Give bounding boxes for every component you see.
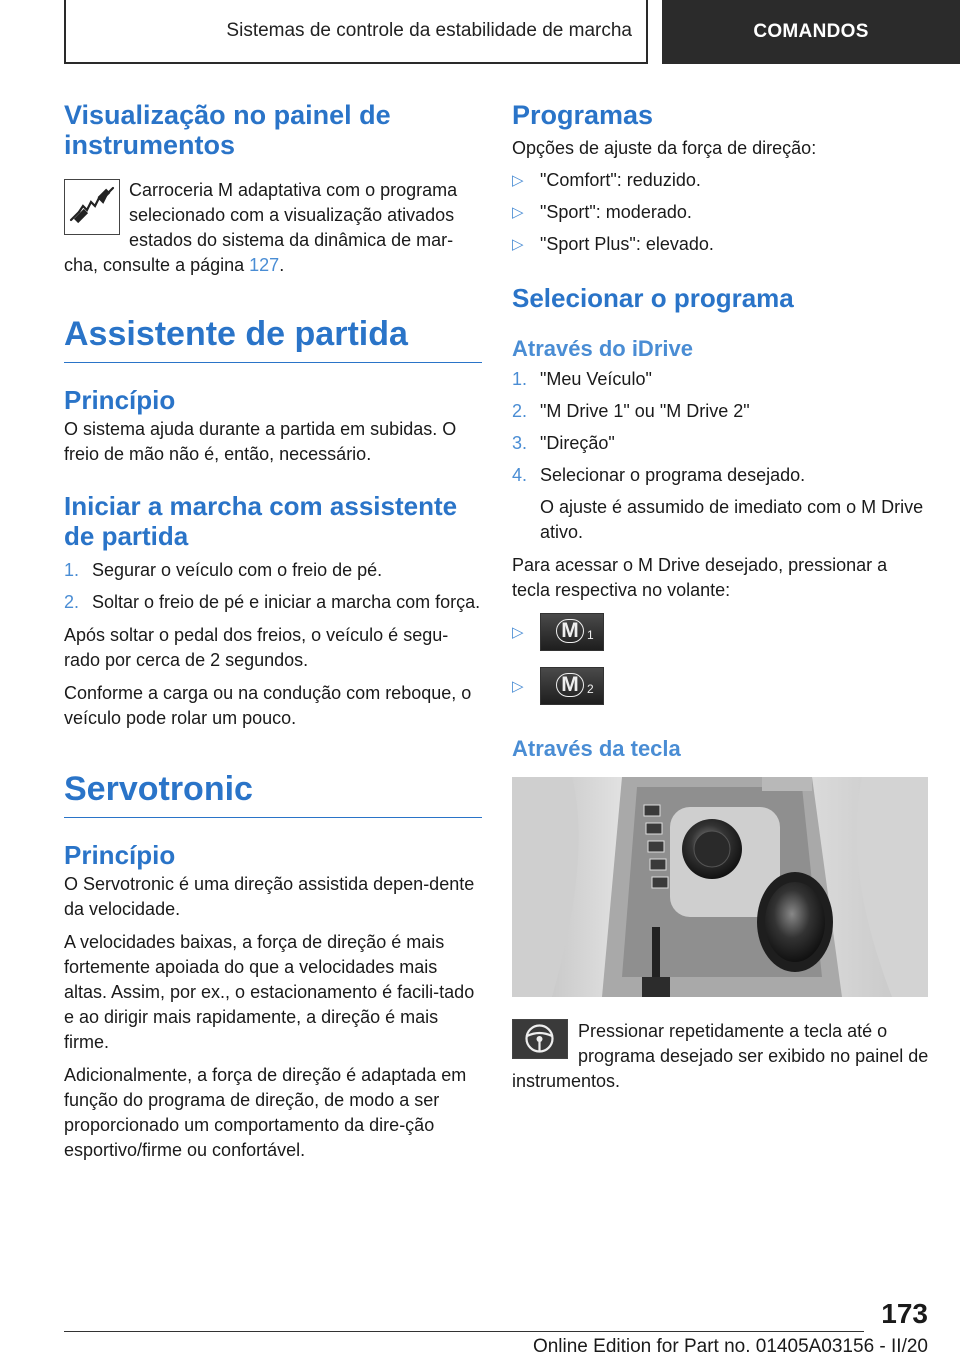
m-drive-2-button-icon <box>540 667 604 705</box>
triangle-right-icon: ▷ <box>512 204 524 221</box>
step-number: 1. <box>512 369 528 389</box>
list-item <box>512 399 930 424</box>
servo-p2: A velocidades baixas, a força de direção é mais fortemente apoiada do que a velocidades mais altas. Assim, por ex., o estacionamento é facili-tado e ao dirigir mais rapidamente, a direção é mais firme. <box>64 932 475 1052</box>
programas-intro: Opções de ajuste da força de direção: <box>512 138 817 158</box>
servo-heading <box>64 767 482 818</box>
step-text: Soltar o freio de pé e iniciar a marcha com força. <box>92 592 481 612</box>
step-number: 3. <box>512 433 528 453</box>
list-item <box>512 168 930 193</box>
list-item <box>64 590 482 615</box>
apos-text: Após soltar o pedal dos freios, o veículo é segu-rado por cerca de 2 segundos. <box>64 625 449 670</box>
console-photo <box>512 777 928 997</box>
left-column <box>64 100 482 1163</box>
step-number: 4. <box>512 465 528 485</box>
vis-block <box>64 178 482 278</box>
m1-sub: 1 <box>587 628 594 642</box>
step-text: "Meu Veículo" <box>540 369 652 389</box>
list-item <box>512 232 930 257</box>
acessar-text: Para acessar o M Drive desejado, pressionar a tecla respectiva no volante: <box>512 555 888 600</box>
m2-row <box>512 667 930 705</box>
step-text: "Direção" <box>540 433 615 453</box>
principio1-text: O sistema ajuda durante a partida em subidas. O freio de mão não é, então, necessário. <box>64 419 457 464</box>
step-number: 2. <box>64 592 80 612</box>
assist-title: Assistente de partida <box>64 315 408 353</box>
iniciar-steps <box>64 558 482 615</box>
programas-title: Programas <box>512 100 654 130</box>
list-item <box>512 431 930 456</box>
m2-label: M <box>556 673 584 697</box>
step-text: Selecionar o programa desejado. <box>540 465 806 485</box>
header-section-title: Sistemas de controle da estabilidade de marcha <box>226 20 632 41</box>
programa-text: "Sport Plus": elevado. <box>540 234 714 254</box>
m-drive-1-button-icon <box>540 613 604 651</box>
page-number: 173 <box>881 1298 928 1329</box>
servo-title: Servotronic <box>64 770 253 808</box>
list-item <box>512 367 930 392</box>
tecla-text: Pressionar repetidamente a tecla até o programa desejado ser exibido no painel de instrumentos. <box>512 1021 929 1091</box>
step-number: 2. <box>512 401 528 421</box>
triangle-right-icon: ▷ <box>512 236 524 253</box>
header-section-box <box>64 0 648 64</box>
m2-sub: 2 <box>587 682 594 696</box>
step-text: "M Drive 1" ou "M Drive 2" <box>540 401 750 421</box>
iniciar-title: Iniciar a marcha com assistente de partida <box>64 491 458 551</box>
principio2-title: Princípio <box>64 840 176 870</box>
m1-row <box>512 613 930 651</box>
conforme-text: Conforme a carga ou na condução com reboque, o veículo pode rolar um pouco. <box>64 683 472 728</box>
vis-end: . <box>279 255 285 275</box>
vis-text: Carroceria M adaptativa com o programa selecionado com a visualização ativados estados do sistema da dinâmica de mar-cha, consulte a página <box>64 180 458 275</box>
tecla-block <box>512 1019 930 1094</box>
header-chapter-title: COMANDOS <box>753 21 869 42</box>
right-column <box>512 100 930 1094</box>
programas-list <box>512 168 930 257</box>
footer-edition: Online Edition for Part no. 01405A03156 - II/20 <box>532 1336 928 1357</box>
vis-page-link[interactable]: 127 <box>249 255 280 275</box>
triangle-right-icon: ▷ <box>512 172 524 189</box>
step-number: 1. <box>64 560 80 580</box>
idrive-title: Através do iDrive <box>512 336 693 361</box>
list-item <box>64 558 482 583</box>
vis-title: Visualização no painel de instrumentos <box>64 100 391 160</box>
servo-p1: O Servotronic é uma direção assistida depen-dente da velocidade. <box>64 874 475 919</box>
triangle-right-icon: ▷ <box>512 624 524 641</box>
step-text: Segurar o veículo com o freio de pé. <box>92 560 383 580</box>
footer-divider <box>64 1331 864 1332</box>
m1-label: M <box>556 619 584 643</box>
shock-absorber-icon <box>64 179 120 235</box>
assist-heading <box>64 312 482 363</box>
tecla-title: Através da tecla <box>512 736 681 761</box>
idrive-note: O ajuste é assumido de imediato com o M Drive ativo. <box>540 497 924 542</box>
header-chapter-tab <box>662 0 960 64</box>
principio1-title: Princípio <box>64 385 176 415</box>
triangle-right-icon: ▷ <box>512 678 524 695</box>
list-item <box>512 200 930 225</box>
idrive-steps <box>512 367 930 488</box>
selecionar-title: Selecionar o programa <box>512 283 794 313</box>
programa-text: "Comfort": reduzido. <box>540 170 701 190</box>
servo-p3: Adicionalmente, a força de direção é adaptada em função do programa de direção, de modo a ser proporcionado um comportamento da dire-ção esportivo/firme ou confortável. <box>64 1065 467 1160</box>
programa-text: "Sport": moderado. <box>540 202 692 222</box>
list-item <box>512 463 930 488</box>
steering-wheel-icon <box>512 1019 568 1059</box>
